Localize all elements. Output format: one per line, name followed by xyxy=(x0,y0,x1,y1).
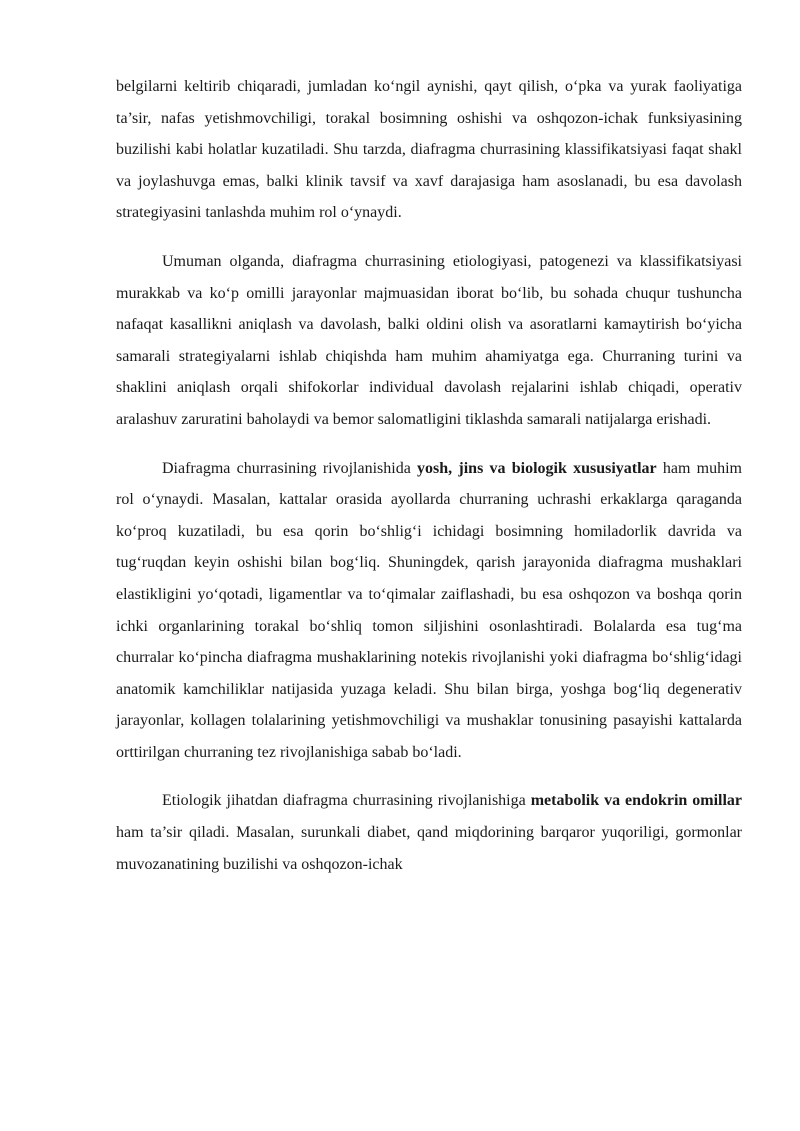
paragraph-text: ham muhim rol o‘ynaydi. Masalan, kattalar orasida ayollarda churraning uchrashi erkaklarga qaraganda ko‘proq kuzatiladi, bu esa qorin bo‘shlig‘i ichidagi bosimning homiladorlik davrida va tug‘ruqdan keyin oshishi bilan bog‘liq. Shuningdek, qarish jarayonida diafragma mushaklari elastikligini yo‘qotadi, ligamentlar va to‘qimalar zaiflashadi, bu esa oshqozon va boshqa qorin ichki organlarining torakal bo‘shliq tomon siljishini osonlashtiradi. Bolalarda esa tug‘ma churralar ko‘pincha diafragma mushaklarining notekis rivojlanishi yoki diafragma bo‘shlig‘idagi anatomik kamchiliklar natijasida yuzaga keladi. Shu bilan birga, yoshga bog‘liq degenerativ jarayonlar, kollagen tolalarining yetishmovchiligi va mushaklar tonusining pasayishi kattalarda orttirilgan churraning tez rivojlanishiga sabab bo‘ladi. xyxy=(116,459,742,761)
paragraph-2 xyxy=(116,246,742,436)
paragraph-text: Umuman olganda, diafragma churrasining etiologiyasi, patogenezi va klassifikatsiyasi murakkab va ko‘p omilli jarayonlar majmuasidan iborat bo‘lib, bu sohada chuqur tushuncha nafaqat kasallikni aniqlash va davolash, balki oldini olish va asoratlarni kamaytirish bo‘yicha samarali strategiyalarni ishlab chiqishda ham muhim ahamiyatga ega. Churraning turini va shaklini aniqlash orqali shifokorlar individual davolash rejalarini ishlab chiqadi, operativ aralashuv zaruratini baholaydi va bemor salomatligini tiklashda samarali natijalarga erishadi. xyxy=(116,252,742,428)
paragraph-3 xyxy=(116,453,742,769)
bold-phrase: metabolik va endokrin omillar xyxy=(530,792,743,810)
paragraph-text: Diafragma churrasining rivojlanishida xyxy=(162,459,418,477)
document-page xyxy=(116,71,742,880)
paragraph-4 xyxy=(116,785,742,880)
paragraph-text: Etiologik jihatdan diafragma churrasining rivojlanishiga xyxy=(162,792,531,810)
paragraph-1 xyxy=(116,71,742,229)
paragraph-text: ham ta’sir qiladi. Masalan, surunkali diabet, qand miqdorining barqaror yuqoriligi, gormonlar muvozanatining buzilishi va oshqozon-ichak xyxy=(116,824,742,873)
bold-phrase: yosh, jins va biologik xususiyatlar xyxy=(417,459,657,477)
paragraph-text: belgilarni keltirib chiqaradi, jumladan ko‘ngil aynishi, qayt qilish, o‘pka va yurak faoliyatiga ta’sir, nafas yetishmovchiligi, torakal bosimning oshishi va oshqozon-ichak funksiyasining buzilishi kabi holatlar kuzatiladi. Shu tarzda, diafragma churrasining klassifikatsiyasi faqat shakl va joylashuvga emas, balki klinik tavsif va xavf darajasiga ham asoslanadi, bu esa davolash strategiyasini tanlashda muhim rol o‘ynaydi. xyxy=(116,78,742,222)
